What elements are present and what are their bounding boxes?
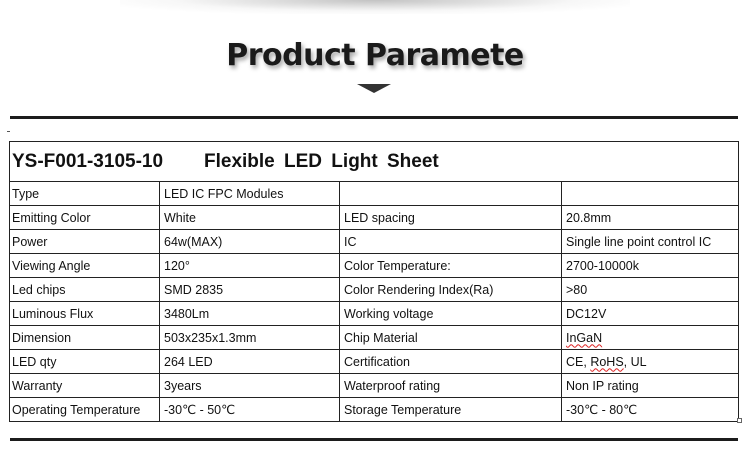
table-row bbox=[10, 398, 739, 422]
param-value-cell bbox=[160, 326, 340, 350]
param-value-cell bbox=[160, 302, 340, 326]
param-name-cell bbox=[10, 230, 160, 254]
param2-name: LED spacing bbox=[344, 210, 415, 225]
param-value-cell bbox=[160, 254, 340, 278]
table-row bbox=[10, 326, 739, 350]
param2-value-cell bbox=[562, 350, 739, 374]
param2-value: InGaN bbox=[566, 330, 603, 345]
param-name-cell bbox=[10, 182, 160, 206]
down-arrow-icon bbox=[357, 84, 391, 93]
param-value-cell bbox=[160, 374, 340, 398]
model-number: YS-F001-3105-10 bbox=[12, 150, 164, 172]
param-name-cell bbox=[10, 350, 160, 374]
table-row bbox=[10, 302, 739, 326]
param-value: 264 LED bbox=[164, 354, 213, 369]
param2-name: Storage Temperature bbox=[344, 402, 462, 417]
param-name: Operating Temperature bbox=[12, 402, 141, 417]
param-value-cell bbox=[160, 206, 340, 230]
param2-value-cell bbox=[562, 398, 739, 422]
param2-name-cell bbox=[340, 182, 562, 206]
table-row bbox=[10, 230, 739, 254]
param-name-cell bbox=[10, 254, 160, 278]
param2-name: Chip Material bbox=[344, 330, 418, 345]
table-row bbox=[10, 254, 739, 278]
spec-table-header-row bbox=[10, 142, 739, 182]
table-row bbox=[10, 374, 739, 398]
param-value: 3480Lm bbox=[164, 306, 210, 321]
param2-value-cell bbox=[562, 230, 739, 254]
param-name: Dimension bbox=[12, 330, 72, 345]
table-row bbox=[10, 350, 739, 374]
document-anchor-mark bbox=[7, 131, 10, 132]
param2-name: IC bbox=[344, 234, 357, 249]
param2-value-cell bbox=[562, 326, 739, 350]
param2-name-cell bbox=[340, 350, 562, 374]
param2-value-cell bbox=[562, 206, 739, 230]
table-row bbox=[10, 278, 739, 302]
param-name: Type bbox=[12, 186, 40, 201]
table-resize-handle[interactable] bbox=[737, 418, 742, 423]
bottom-divider bbox=[10, 438, 738, 441]
param-name: Emitting Color bbox=[12, 210, 91, 225]
param-name: Viewing Angle bbox=[12, 258, 91, 273]
param-name-cell bbox=[10, 302, 160, 326]
param-value-cell bbox=[160, 182, 340, 206]
param2-value-cell bbox=[562, 182, 739, 206]
param-value-cell bbox=[160, 230, 340, 254]
param2-value: DC12V bbox=[566, 306, 607, 321]
param-name-cell bbox=[10, 398, 160, 422]
param-value: -30℃ - 50℃ bbox=[164, 403, 236, 417]
param-name-cell bbox=[10, 278, 160, 302]
param2-value: CE, RoHS, UL bbox=[566, 354, 647, 369]
param2-value-cell bbox=[562, 302, 739, 326]
param-value-cell bbox=[160, 350, 340, 374]
param2-name: Working voltage bbox=[344, 306, 434, 321]
param2-name: Waterproof rating bbox=[344, 378, 441, 393]
param2-value: >80 bbox=[566, 282, 588, 297]
param2-name-cell bbox=[340, 206, 562, 230]
param-name: Led chips bbox=[12, 282, 66, 297]
param-name: Warranty bbox=[12, 378, 63, 393]
param2-name-cell bbox=[340, 326, 562, 350]
param-value-cell bbox=[160, 278, 340, 302]
param2-value: 2700-10000k bbox=[566, 258, 639, 273]
param2-name: Color Rendering Index(Ra) bbox=[344, 282, 494, 297]
table-row bbox=[10, 206, 739, 230]
param2-value: Non IP rating bbox=[566, 378, 639, 393]
param-value: LED IC FPC Modules bbox=[164, 186, 284, 201]
param2-value: 20.8mm bbox=[566, 210, 612, 225]
top-shadow-decoration bbox=[120, 0, 630, 14]
param-value: 503x235x1.3mm bbox=[164, 330, 257, 345]
param2-name-cell bbox=[340, 374, 562, 398]
param-value: 3years bbox=[164, 378, 202, 393]
param2-value-cell bbox=[562, 278, 739, 302]
param2-value: Single line point control IC bbox=[566, 234, 712, 249]
param2-name-cell bbox=[340, 278, 562, 302]
param-value-cell bbox=[160, 398, 340, 422]
table-row bbox=[10, 182, 739, 206]
param-value: White bbox=[164, 210, 196, 225]
spec-table-header-cell bbox=[10, 142, 739, 182]
param2-value-cell bbox=[562, 254, 739, 278]
param2-name-cell bbox=[340, 398, 562, 422]
param-value: SMD 2835 bbox=[164, 282, 224, 297]
param2-name: Color Temperature: bbox=[344, 258, 451, 273]
param-name: LED qty bbox=[12, 354, 57, 369]
param2-value: -30℃ - 80℃ bbox=[566, 403, 638, 417]
param-name: Power bbox=[12, 234, 48, 249]
spec-table bbox=[9, 141, 739, 422]
param-value: 120° bbox=[164, 258, 190, 273]
page-title: Product Paramete bbox=[226, 38, 524, 73]
param2-name-cell bbox=[340, 254, 562, 278]
product-description: Flexible LED Light Sheet bbox=[204, 150, 439, 172]
param2-name: Certification bbox=[344, 354, 410, 369]
param-name-cell bbox=[10, 326, 160, 350]
top-divider bbox=[10, 116, 738, 119]
param-name-cell bbox=[10, 374, 160, 398]
param-value: 64w(MAX) bbox=[164, 234, 223, 249]
param2-value-cell bbox=[562, 374, 739, 398]
param-name: Luminous Flux bbox=[12, 306, 94, 321]
param-name-cell bbox=[10, 206, 160, 230]
param2-name-cell bbox=[340, 230, 562, 254]
param2-name-cell bbox=[340, 302, 562, 326]
